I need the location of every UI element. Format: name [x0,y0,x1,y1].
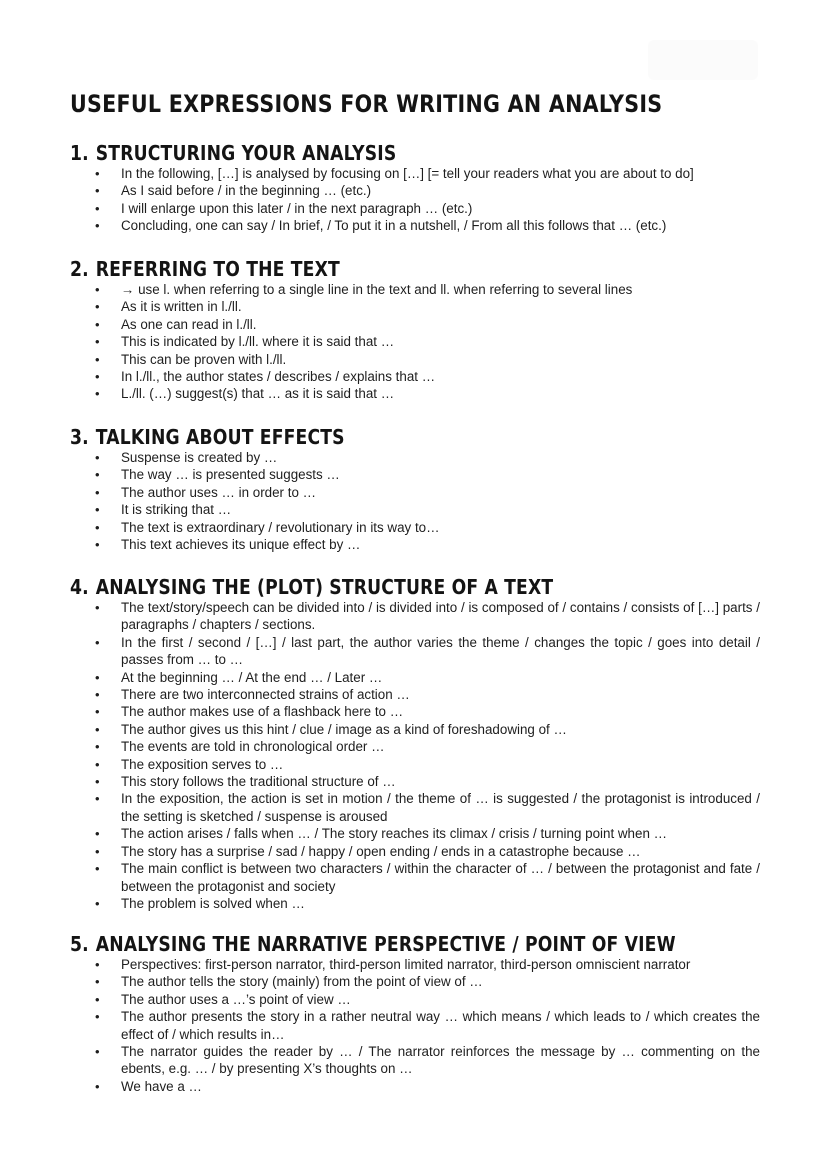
bullet: • [95,826,100,842]
list-item: • As I said before / in the beginning … (etc.) [95,183,372,199]
bullet: • [95,519,100,535]
document-title: USEFUL EXPRESSIONS FOR WRITING AN ANALYSIS [70,90,663,118]
bullet: • [95,704,100,720]
bullet: • [95,299,100,315]
section-title: ANALYSING THE NARRATIVE PERSPECTIVE / POINT OF VIEW [95,932,676,956]
section-title: ANALYSING THE (PLOT) STRUCTURE OF A TEXT [95,575,554,599]
bullet: • [95,895,100,911]
section-heading [70,932,676,956]
list-item: • The events are told in chronological order … [95,739,385,755]
bullet: • [95,200,100,216]
section-structuring [70,141,760,235]
section-heading [70,575,663,599]
list-item: • At the beginning … / At the end … / Later … [95,669,383,685]
list-item: • The main conflict is between two characters / within the character of … / between the protagonist and fate / between the protagonist and society [95,861,760,894]
bullet: • [95,166,100,181]
list-item: • The problem is solved when … [95,895,305,911]
bullet: • [95,774,100,790]
bullet: • [95,861,100,877]
section-heading [70,425,663,449]
section-number: 1. [70,141,89,165]
list-item: • The author tells the story (mainly) from the point of view of … [95,974,483,990]
list-item: • The exposition serves to … [95,756,284,772]
expression-list [70,281,760,403]
bullet: • [95,600,100,615]
section-number: 4. [70,575,89,599]
bullet: • [95,974,100,990]
list-item: • Concluding, one can say / In brief, / To put it in a nutshell, / From all this follows that … (etc.) [95,218,667,234]
list-item: • The narrator guides the reader by … / The narrator reinforces the message by … commenting on the ebents, e.g. … / by presenting X’s thoughts on … [95,1044,760,1077]
section-number: 5. [70,932,89,956]
list-item: • The author gives us this hint / clue / image as a kind of foreshadowing of … [95,721,567,737]
section-title: TALKING ABOUT EFFECTS [95,425,345,449]
bullet: • [95,218,100,234]
expression-list [70,165,760,235]
bullet: • [95,756,100,772]
section-plot-structure [70,575,760,912]
list-item: • The text is extraordinary / revolutionary in its way to… [95,519,440,535]
bullet: • [95,634,100,650]
list-item: • L./ll. (…) suggest(s) that … as it is said that … [95,386,395,402]
list-item: • I will enlarge upon this later / in the next paragraph … (etc.) [95,200,473,216]
bullet: • [95,791,100,807]
bullet: • [95,537,100,553]
list-item: • This is indicated by l./ll. where it is said that … [95,334,395,350]
section-title: STRUCTURING YOUR ANALYSIS [95,141,397,165]
section-title: REFERRING TO THE TEXT [95,257,340,281]
section-effects [70,425,760,553]
bullet: • [95,739,100,755]
list-item: • It is striking that … [95,502,232,518]
expression-list [70,449,760,553]
bullet: • [95,282,100,297]
bullet: • [95,386,100,402]
section-referring [70,257,760,403]
list-item: • The story has a surprise / sad / happy / open ending / ends in a catastrophe because … [95,843,641,859]
bullet: • [95,334,100,350]
bullet: • [95,351,100,367]
bullet: • [95,1044,100,1060]
bullet: • [95,843,100,859]
section-number: 2. [70,257,89,281]
section-heading [70,257,663,281]
page-smudge [648,40,758,80]
list-item: • In the following, […] is analysed by focusing on […] [= tell your readers what you are about to do] [95,166,694,181]
bullet: • [95,467,100,483]
bullet: • [95,669,100,685]
bullet: • [95,687,100,703]
list-item: • In the first / second / […] / last part, the author varies the theme / changes the topic / goes into detail / passes from … to … [95,634,760,668]
bullet: • [95,316,100,332]
list-item: • The way … is presented suggests … [95,467,340,483]
bullet: • [95,957,100,972]
list-item: • As it is written in l./ll. [95,299,242,315]
bullet: • [95,450,100,465]
list-item: • We have a … [95,1078,202,1094]
list-item: • In l./ll., the author states / describes / explains that … [95,369,436,385]
list-item: • There are two interconnected strains of action … [95,687,410,703]
list-item: • This text achieves its unique effect by … [95,537,361,553]
expression-list [70,599,760,912]
list-item: • The text/story/speech can be divided into / is divided into / is composed of / contains / consists of […] parts / paragraphs / chapters / sections. [95,600,760,633]
bullet: • [95,1009,100,1025]
bullet: • [95,502,100,518]
section-heading [70,141,663,165]
list-item: • → use l. when referring to a single line in the text and ll. when referring to several lines [95,282,633,297]
section-narrative-perspective [70,932,760,1095]
list-item: • The author uses a …’s point of view … [95,991,351,1007]
list-item: • The author makes use of a flashback here to … [95,704,404,720]
list-item: • As one can read in l./ll. [95,316,257,332]
bullet: • [95,484,100,500]
section-number: 3. [70,425,89,449]
bullet: • [95,1078,100,1094]
bullet: • [95,183,100,199]
list-item: • This can be proven with l./ll. [95,351,287,367]
bullet: • [95,721,100,737]
list-item: • This story follows the traditional structure of … [95,774,396,790]
list-item: • Perspectives: first-person narrator, third-person limited narrator, third-person omniscient narrator [95,957,691,972]
bullet: • [95,369,100,385]
bullet: • [95,991,100,1007]
list-item: • In the exposition, the action is set in motion / the theme of … is suggested / the protagonist is introduced / the setting is sketched / suspense is aroused [95,791,760,824]
list-item: • The action arises / falls when … / The story reaches its climax / crisis / turning point when … [95,826,668,842]
list-item: • The author presents the story in a rather neutral way … which means / which leads to / which creates the effect of / which results in… [95,1009,760,1042]
list-item: • Suspense is created by … [95,450,278,465]
expression-list [70,956,760,1095]
list-item: • The author uses … in order to … [95,484,317,500]
